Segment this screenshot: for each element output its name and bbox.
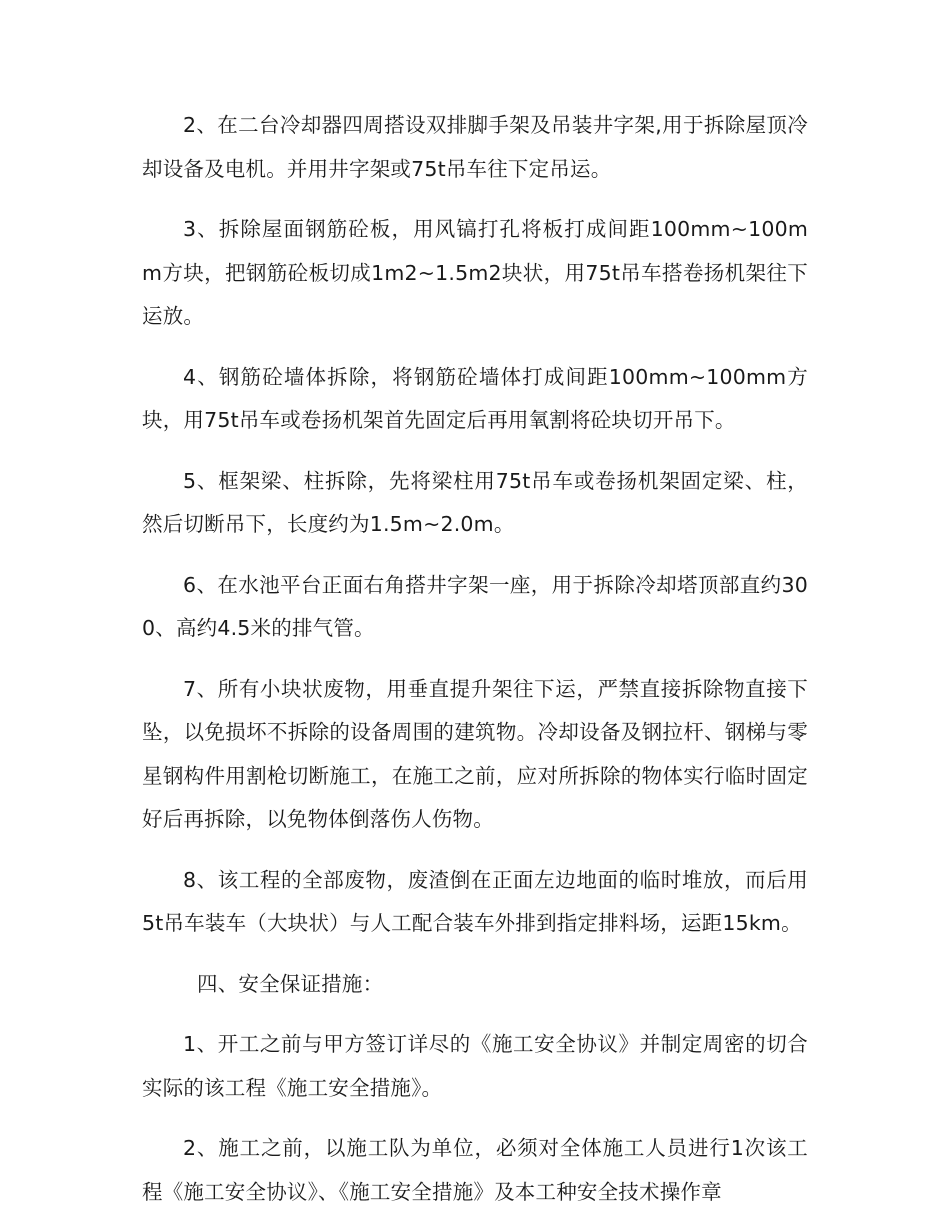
paragraph-beam-column-demolition: 5、框架梁、柱拆除，先将梁柱用75t吊车或卷扬机架固定梁、柱，然后切断吊下，长度约为1.5m~2.0m。 bbox=[142, 468, 808, 536]
paragraph-small-debris: 7、所有小块状废物，用垂直提升架往下运，严禁直接拆除物直接下坠，以免损坏不拆除的设备周围的建筑物。冷却设备及钢拉杆、钢梯与零星钢构件用割枪切断施工，在施工之前，应对所拆除的物体实行临时固定好后再拆除，以免物体倒落伤人伤物。 bbox=[142, 676, 808, 831]
document-body bbox=[142, 104, 808, 1214]
paragraph-safety-training: 2、施工之前，以施工队为单位，必须对全体施工人员进行1次该工程《施工安全协议》、《施工安全措施》及本工种安全技术操作章 bbox=[142, 1136, 808, 1204]
paragraph-safety-agreement: 1、开工之前与甲方签订详尽的《施工安全协议》并制定周密的切合实际的该工程《施工安全措施》。 bbox=[142, 1032, 808, 1100]
paragraph-exhaust-pipe-removal: 6、在水池平台正面右角搭井字架一座，用于拆除冷却塔顶部直约300、高约4.5米的排气管。 bbox=[142, 572, 808, 640]
paragraph-roof-slab-demolition: 3、拆除屋面钢筋砼板，用风镐打孔将板打成间距100mm~100mm方块，把钢筋砼板切成1m2~1.5m2块状，用75t吊车搭卷扬机架往下运放。 bbox=[142, 217, 808, 328]
section-heading-safety-measures: 四、安全保证措施： bbox=[197, 971, 384, 996]
paragraph-wall-demolition: 4、钢筋砼墙体拆除，将钢筋砼墙体打成间距100mm~100mm方块，用75t吊车或卷扬机架首先固定后再用氧割将砼块切开吊下。 bbox=[142, 364, 808, 432]
paragraph-scaffolding: 2、在二台冷却器四周搭设双排脚手架及吊装井字架,用于拆除屋顶冷却设备及电机。并用井字架或75t吊车往下定吊运。 bbox=[142, 113, 808, 181]
paragraph-waste-disposal: 8、该工程的全部废物，废渣倒在正面左边地面的临时堆放，而后用5t吊车装车（大块状）与人工配合装车外排到指定排料场，运距15km。 bbox=[142, 867, 808, 935]
